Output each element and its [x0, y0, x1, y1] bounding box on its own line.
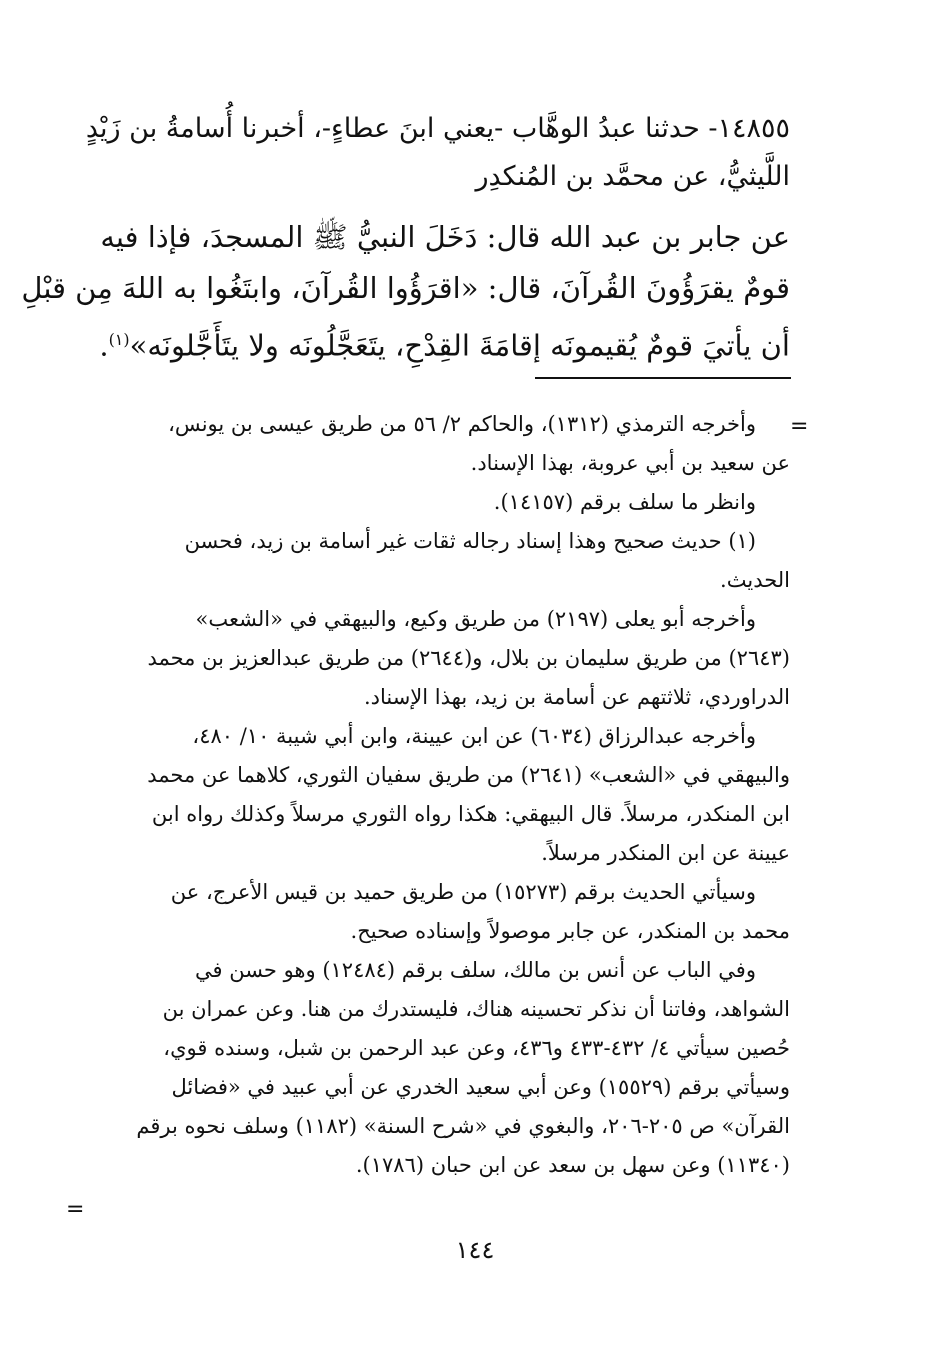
- footnotes-section: [90, 405, 790, 1185]
- page-number: ١٤٤: [455, 1236, 495, 1264]
- footnote-paragraph: [90, 951, 790, 1185]
- footnote-line: الدراوردي، ثلاثتهم عن أسامة بن زيد، بهذا الإسناد.: [363, 685, 790, 709]
- matn-line: أن يأتيَ قومٌ يُقيمونَه إقامَةَ القِدْحِ، يتَعَجَّلُونَه ولا يتَأَجَّلونَه»$^{(١)}$.: [99, 328, 790, 363]
- footnote-line: محمد بن المنكدر، عن جابر موصولاً وإسناده صحيح.: [350, 919, 790, 943]
- footnote-line: عيينة عن ابن المنكدر مرسلاً.: [541, 841, 790, 865]
- continuation-mark-bottom: =: [66, 1197, 85, 1222]
- footnote-line: وفي الباب عن أنس بن مالك، سلف برقم (١٢٤٨٤) وهو حسن في: [194, 958, 756, 982]
- footnote-line: وسيأتي برقم (١٥٥٢٩) وعن أبي سعيد الخدري عن أبي عبيد في «فضائل: [171, 1075, 790, 1099]
- footnote-line: (٢٦٤٣) من طريق سليمان بن بلال، و(٢٦٤٤) من طريق عبدالعزيز بن محمد: [147, 646, 790, 670]
- footnote-line: وأخرجه عبدالرزاق (٦٠٣٤) عن ابن عيينة، وابن أبي شيبة ١٠/ ٤٨٠،: [192, 724, 756, 748]
- footnote-line: وسيأتي الحديث برقم (١٥٢٧٣) من طريق حميد بن قيس الأعرج، عن: [170, 880, 756, 904]
- continuation-mark-top: =: [790, 414, 809, 439]
- footnote-line: (١١٣٤٠) وعن سهل بن سعد عن ابن حبان (١٧٨٦).: [355, 1153, 790, 1177]
- footnote-line: الشواهد، وفاتنا أن نذكر تحسينه هناك، فليستدرك من هنا. وعن عمران بن: [162, 997, 790, 1021]
- footnote-line: وانظر ما سلف برقم (١٤١٥٧).: [493, 490, 756, 514]
- footnote-reference[interactable]: (١): [108, 330, 130, 349]
- footnote-line: والبيهقي في «الشعب» (٢٦٤١) من طريق سفيان الثوري، كلاهما عن محمد: [147, 763, 790, 787]
- footnote-line: عن سعيد بن أبي عروبة، بهذا الإسناد.: [470, 451, 790, 475]
- footnote-line: (١) حديث صحيح وهذا إسناد رجاله ثقات غير أسامة بن زيد، فحسن: [184, 529, 756, 553]
- footnote-paragraph: [90, 717, 790, 873]
- isnad-line: ١٤٨٥٥- حدثنا عبدُ الوهَّاب -يعني ابنَ عطاءٍ-، أخبرنا أُسامةُ بن زَيْدٍ: [85, 113, 790, 144]
- footnote-line: الحديث.: [720, 568, 790, 592]
- matn-line-text: أن يأتيَ قومٌ يُقيمونَه إقامَةَ القِدْحِ، يتَعَجَّلُونَه ولا يتَأَجَّلونَه»: [129, 328, 790, 363]
- footnote-paragraph: [90, 873, 790, 951]
- footnote-paragraph: [90, 522, 790, 600]
- footnote-paragraph: [90, 483, 790, 522]
- footnote-line: ابن المنكدر، مرسلاً. قال البيهقي: هكذا رواه الثوري مرسلاً وكذلك رواه ابن: [151, 802, 790, 826]
- hadith-isnad: [85, 105, 790, 201]
- footnote-line: القرآن» ص ٢٠٥-٢٠٦، والبغوي في «شرح السنة» (١١٨٢) وسلف نحوه برقم: [136, 1114, 790, 1138]
- footnote-line: وأخرجه أبو يعلى (٢١٩٧) من طريق وكيع، والبيهقي في «الشعب»: [195, 607, 756, 631]
- footnote-paragraph: [90, 405, 790, 483]
- footnote-paragraph: [90, 600, 790, 717]
- hadith-matn: [21, 212, 790, 372]
- footnote-line: حُصين سيأتي ٤/ ٤٣٢-٤٣٣ و٤٣٦، وعن عبد الرحمن بن شبل، وسنده قوي،: [163, 1036, 790, 1060]
- matn-line: عن جابر بن عبد الله قال: دَخَلَ النبيُّ ﷺ المسجدَ، فإذا فيه: [100, 220, 790, 254]
- footnote-line: وأخرجه الترمذي (١٣١٢)، والحاكم ٢/ ٥٦ من طريق عيسى بن يونس،: [168, 412, 756, 436]
- footnote-divider: [535, 377, 791, 379]
- isnad-line: اللَّيثيُّ، عن محمَّد بن المُنكدِر: [475, 161, 790, 192]
- matn-line: قومٌ يقرَؤُونَ القُرآنَ، قال: «اقرَؤُوا القُرآنَ، وابتَغُوا به اللهَ مِن قبْلِ: [21, 271, 790, 305]
